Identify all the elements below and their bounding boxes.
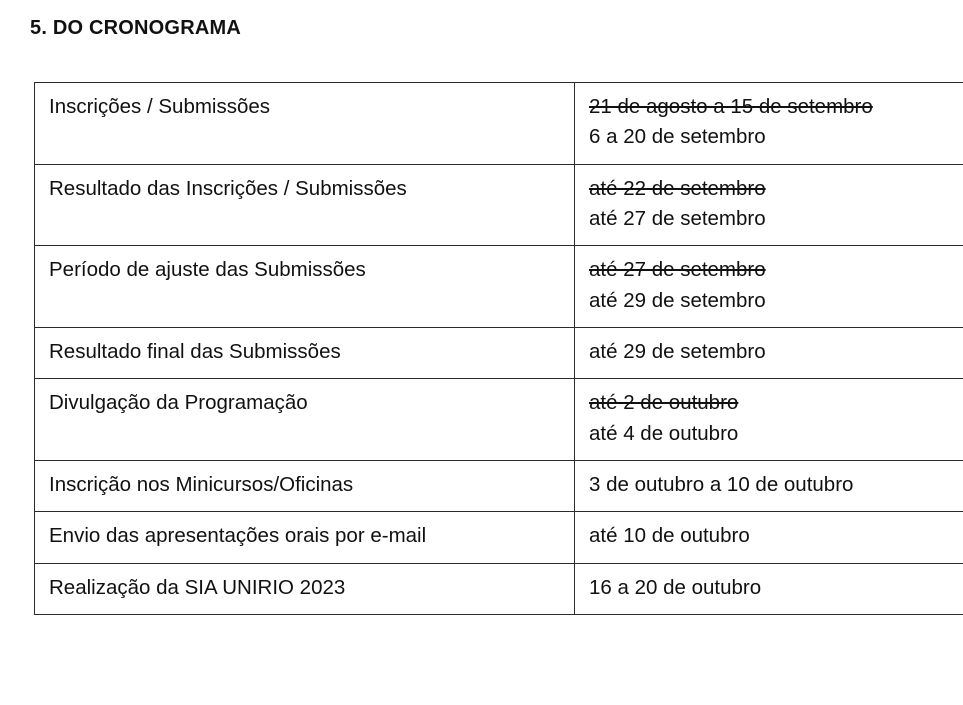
schedule-activity-cell: Divulgação da Programação bbox=[35, 379, 575, 461]
page-title: 5. DO CRONOGRAMA bbox=[30, 17, 241, 39]
table-row bbox=[35, 379, 963, 461]
schedule-date: até 29 de setembro bbox=[589, 339, 766, 363]
schedule-dates-cell bbox=[575, 164, 963, 246]
schedule-activity-cell: Resultado final das Submissões bbox=[35, 327, 575, 378]
schedule-date: 16 a 20 de outubro bbox=[589, 575, 762, 599]
schedule-table-body bbox=[35, 83, 963, 615]
table-row bbox=[35, 327, 963, 378]
table-row bbox=[35, 563, 963, 614]
schedule-date: até 27 de setembro bbox=[589, 206, 766, 230]
table-row bbox=[35, 512, 963, 563]
schedule-activity-cell: Período de ajuste das Submissões bbox=[35, 246, 575, 328]
schedule-dates-cell bbox=[575, 512, 963, 563]
schedule-date-struck: 21 de agosto a 15 de setembro bbox=[589, 95, 873, 118]
schedule-dates-cell bbox=[575, 379, 963, 461]
table-row bbox=[35, 83, 963, 165]
schedule-activity-cell: Envio das apresentações orais por e-mail bbox=[35, 512, 575, 563]
schedule-activity-cell: Inscrições / Submissões bbox=[35, 83, 575, 165]
table-row bbox=[35, 246, 963, 328]
schedule-date: até 29 de setembro bbox=[589, 288, 766, 312]
schedule-dates-cell bbox=[575, 460, 963, 511]
schedule-activity-cell: Resultado das Inscrições / Submissões bbox=[35, 164, 575, 246]
table-row bbox=[35, 164, 963, 246]
schedule-date-struck: até 22 de setembro bbox=[589, 176, 766, 200]
schedule-dates-cell bbox=[575, 246, 963, 328]
schedule-table bbox=[34, 82, 963, 615]
schedule-date: 6 a 20 de setembro bbox=[589, 125, 766, 149]
schedule-activity-cell: Inscrição nos Minicursos/Oficinas bbox=[35, 460, 575, 511]
schedule-dates-cell bbox=[575, 327, 963, 378]
schedule-date-struck: até 27 de setembro bbox=[589, 258, 766, 282]
table-row bbox=[35, 460, 963, 511]
schedule-dates-cell bbox=[575, 83, 963, 165]
schedule-date: até 10 de outubro bbox=[589, 524, 750, 548]
schedule-date: até 4 de outubro bbox=[589, 421, 739, 445]
schedule-date: 3 de outubro a 10 de outubro bbox=[589, 472, 854, 496]
schedule-dates-cell bbox=[575, 563, 963, 614]
schedule-activity-cell: Realização da SIA UNIRIO 2023 bbox=[35, 563, 575, 614]
schedule-date-struck: até 2 de outubro bbox=[589, 391, 739, 415]
schedule-table-container bbox=[34, 82, 919, 615]
